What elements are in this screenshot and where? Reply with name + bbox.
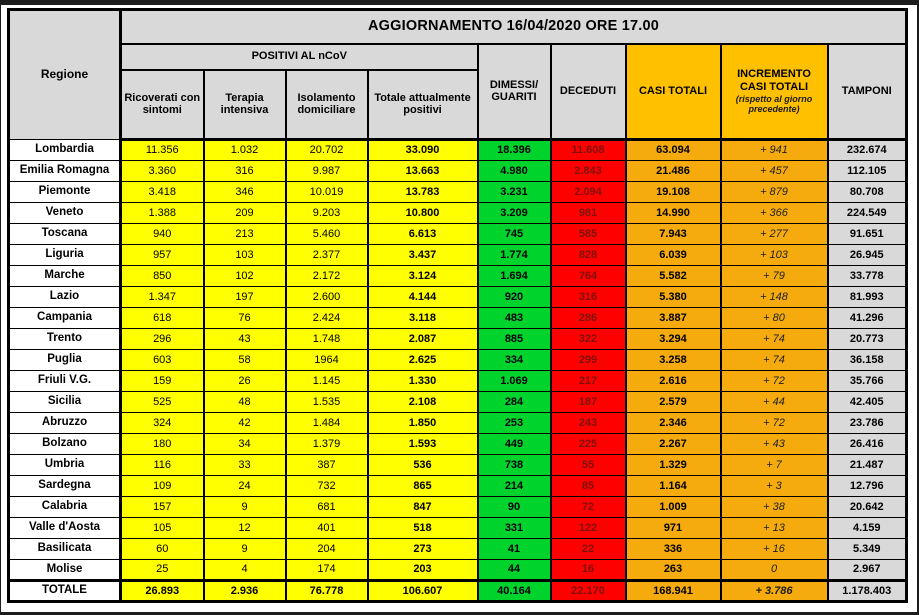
cell-isolamento: 5.460	[286, 224, 368, 245]
incremento-label: INCREMENTO CASI TOTALI	[737, 68, 811, 93]
cell-ricoverati: 525	[121, 392, 204, 413]
covid-region-table	[7, 8, 908, 603]
cell-tamponi: 33.778	[828, 266, 907, 287]
cell-deceduti: 243	[551, 413, 626, 434]
cell-terapia-intensiva: 213	[204, 224, 286, 245]
cell-ricoverati: 105	[121, 518, 204, 539]
column-header-regione: Regione	[9, 10, 121, 140]
cell-incremento: + 148	[721, 287, 828, 308]
cell-tamponi: 91.651	[828, 224, 907, 245]
cell-totale-positivi: 106.607	[368, 581, 478, 602]
cell-isolamento: 2.424	[286, 308, 368, 329]
cell-region-name: Friuli V.G.	[9, 371, 121, 392]
column-header-dimessi-guariti: DIMESSI/ GUARITI	[478, 44, 551, 140]
cell-tamponi: 1.178.403	[828, 581, 907, 602]
column-header-casi-totali: CASI TOTALI	[626, 44, 721, 140]
cell-casi-totali: 21.486	[626, 161, 721, 182]
column-header-tamponi: TAMPONI	[828, 44, 907, 140]
cell-deceduti: 316	[551, 287, 626, 308]
cell-deceduti: 2.094	[551, 182, 626, 203]
cell-terapia-intensiva: 76	[204, 308, 286, 329]
cell-tamponi: 21.487	[828, 455, 907, 476]
table-row	[9, 539, 907, 560]
cell-incremento: + 80	[721, 308, 828, 329]
cell-incremento: + 277	[721, 224, 828, 245]
cell-ricoverati: 180	[121, 434, 204, 455]
cell-casi-totali: 3.887	[626, 308, 721, 329]
column-header-deceduti: DECEDUTI	[551, 44, 626, 140]
cell-totale-positivi: 847	[368, 497, 478, 518]
cell-terapia-intensiva: 58	[204, 350, 286, 371]
cell-deceduti: 122	[551, 518, 626, 539]
cell-region-name: Puglia	[9, 350, 121, 371]
cell-totale-positivi: 1.593	[368, 434, 478, 455]
cell-incremento: + 7	[721, 455, 828, 476]
cell-incremento: + 103	[721, 245, 828, 266]
cell-totale-positivi: 2.625	[368, 350, 478, 371]
cell-ricoverati: 26.893	[121, 581, 204, 602]
table-row	[9, 560, 907, 581]
cell-deceduti: 585	[551, 224, 626, 245]
cell-dimessi-guariti: 334	[478, 350, 551, 371]
table-row	[9, 518, 907, 539]
cell-totale-positivi: 203	[368, 560, 478, 581]
cell-dimessi-guariti: 1.069	[478, 371, 551, 392]
cell-tamponi: 232.674	[828, 140, 907, 161]
cell-region-name: Toscana	[9, 224, 121, 245]
cell-casi-totali: 263	[626, 560, 721, 581]
cell-ricoverati: 1.347	[121, 287, 204, 308]
cell-incremento: + 457	[721, 161, 828, 182]
header-row-title	[9, 10, 907, 44]
cell-deceduti: 225	[551, 434, 626, 455]
cell-dimessi-guariti: 920	[478, 287, 551, 308]
cell-ricoverati: 940	[121, 224, 204, 245]
cell-totale-positivi: 2.108	[368, 392, 478, 413]
table-row	[9, 245, 907, 266]
cell-isolamento: 1.145	[286, 371, 368, 392]
cell-dimessi-guariti: 4.980	[478, 161, 551, 182]
cell-dimessi-guariti: 18.396	[478, 140, 551, 161]
cell-ricoverati: 618	[121, 308, 204, 329]
table-row	[9, 287, 907, 308]
cell-isolamento: 1.379	[286, 434, 368, 455]
cell-deceduti: 828	[551, 245, 626, 266]
cell-region-name: Sicilia	[9, 392, 121, 413]
cell-casi-totali: 5.380	[626, 287, 721, 308]
cell-totale-positivi: 33.090	[368, 140, 478, 161]
table-row	[9, 392, 907, 413]
cell-ricoverati: 850	[121, 266, 204, 287]
cell-casi-totali: 63.094	[626, 140, 721, 161]
cell-casi-totali: 2.579	[626, 392, 721, 413]
table-row	[9, 266, 907, 287]
cell-incremento: + 74	[721, 350, 828, 371]
cell-casi-totali: 5.582	[626, 266, 721, 287]
cell-dimessi-guariti: 90	[478, 497, 551, 518]
cell-tamponi: 112.105	[828, 161, 907, 182]
cell-totale-positivi: 865	[368, 476, 478, 497]
cell-ricoverati: 11.356	[121, 140, 204, 161]
cell-tamponi: 35.766	[828, 371, 907, 392]
cell-isolamento: 1964	[286, 350, 368, 371]
cell-terapia-intensiva: 34	[204, 434, 286, 455]
cell-isolamento: 1.748	[286, 329, 368, 350]
cell-region-name: Liguria	[9, 245, 121, 266]
cell-incremento: + 72	[721, 413, 828, 434]
cell-deceduti: 2.843	[551, 161, 626, 182]
cell-incremento: + 941	[721, 140, 828, 161]
cell-totale-positivi: 273	[368, 539, 478, 560]
cell-tamponi: 5.349	[828, 539, 907, 560]
column-header-totale-positivi: Totale attualmente positivi	[368, 70, 478, 140]
cell-dimessi-guariti: 253	[478, 413, 551, 434]
cell-tamponi: 2.967	[828, 560, 907, 581]
cell-tamponi: 4.159	[828, 518, 907, 539]
column-header-isolamento: Isolamento domiciliare	[286, 70, 368, 140]
incremento-subtitle: (rispetto al giorno precedente)	[735, 93, 813, 114]
cell-dimessi-guariti: 284	[478, 392, 551, 413]
cell-ricoverati: 957	[121, 245, 204, 266]
cell-deceduti: 72	[551, 497, 626, 518]
cell-dimessi-guariti: 44	[478, 560, 551, 581]
cell-incremento: + 38	[721, 497, 828, 518]
cell-region-name: Abruzzo	[9, 413, 121, 434]
cell-totale-positivi: 10.800	[368, 203, 478, 224]
cell-deceduti: 11.608	[551, 140, 626, 161]
cell-terapia-intensiva: 197	[204, 287, 286, 308]
cell-terapia-intensiva: 26	[204, 371, 286, 392]
cell-ricoverati: 296	[121, 329, 204, 350]
cell-totale-positivi: 536	[368, 455, 478, 476]
table-row	[9, 329, 907, 350]
cell-deceduti: 981	[551, 203, 626, 224]
table-body	[9, 140, 907, 602]
cell-ricoverati: 159	[121, 371, 204, 392]
cell-region-name: Piemonte	[9, 182, 121, 203]
table-row	[9, 308, 907, 329]
cell-tamponi: 20.642	[828, 497, 907, 518]
table-header	[9, 10, 907, 140]
table-row	[9, 224, 907, 245]
cell-terapia-intensiva: 4	[204, 560, 286, 581]
cell-dimessi-guariti: 449	[478, 434, 551, 455]
table-row	[9, 140, 907, 161]
column-header-ricoverati: Ricoverati con sintomi	[121, 70, 204, 140]
cell-deceduti: 85	[551, 476, 626, 497]
cell-totale-positivi: 2.087	[368, 329, 478, 350]
cell-isolamento: 1.484	[286, 413, 368, 434]
cell-dimessi-guariti: 1.694	[478, 266, 551, 287]
cell-terapia-intensiva: 42	[204, 413, 286, 434]
cell-totale-positivi: 1.330	[368, 371, 478, 392]
cell-casi-totali: 6.039	[626, 245, 721, 266]
cell-deceduti: 22.170	[551, 581, 626, 602]
cell-terapia-intensiva: 24	[204, 476, 286, 497]
cell-casi-totali: 19.108	[626, 182, 721, 203]
cell-incremento: + 74	[721, 329, 828, 350]
column-header-incremento	[721, 44, 828, 140]
cell-incremento: + 3	[721, 476, 828, 497]
cell-region-name: Veneto	[9, 203, 121, 224]
cell-casi-totali: 336	[626, 539, 721, 560]
cell-incremento: + 79	[721, 266, 828, 287]
cell-deceduti: 217	[551, 371, 626, 392]
cell-region-name: Umbria	[9, 455, 121, 476]
cell-terapia-intensiva: 1.032	[204, 140, 286, 161]
cell-incremento: + 3.786	[721, 581, 828, 602]
cell-region-name: Lombardia	[9, 140, 121, 161]
cell-region-name: Emilia Romagna	[9, 161, 121, 182]
cell-casi-totali: 3.258	[626, 350, 721, 371]
cell-casi-totali: 14.990	[626, 203, 721, 224]
cell-incremento: + 879	[721, 182, 828, 203]
table-title: AGGIORNAMENTO 16/04/2020 ORE 17.00	[121, 10, 907, 44]
cell-dimessi-guariti: 3.231	[478, 182, 551, 203]
cell-dimessi-guariti: 1.774	[478, 245, 551, 266]
cell-tamponi: 41.296	[828, 308, 907, 329]
cell-isolamento: 681	[286, 497, 368, 518]
cell-terapia-intensiva: 43	[204, 329, 286, 350]
cell-totale-positivi: 518	[368, 518, 478, 539]
table-row	[9, 350, 907, 371]
cell-dimessi-guariti: 738	[478, 455, 551, 476]
cell-dimessi-guariti: 3.209	[478, 203, 551, 224]
cell-region-name: Marche	[9, 266, 121, 287]
cell-isolamento: 76.778	[286, 581, 368, 602]
cell-region-name: Bolzano	[9, 434, 121, 455]
cell-totale-positivi: 13.783	[368, 182, 478, 203]
cell-dimessi-guariti: 483	[478, 308, 551, 329]
header-row-groups	[9, 44, 907, 70]
cell-casi-totali: 2.346	[626, 413, 721, 434]
cell-ricoverati: 324	[121, 413, 204, 434]
cell-tamponi: 42.405	[828, 392, 907, 413]
table-row	[9, 182, 907, 203]
cell-tamponi: 26.945	[828, 245, 907, 266]
cell-casi-totali: 971	[626, 518, 721, 539]
cell-incremento: + 13	[721, 518, 828, 539]
cell-totale-positivi: 3.124	[368, 266, 478, 287]
cell-totale-positivi: 6.613	[368, 224, 478, 245]
column-header-terapia-intensiva: Terapia intensiva	[204, 70, 286, 140]
cell-isolamento: 9.987	[286, 161, 368, 182]
cell-tamponi: 224.549	[828, 203, 907, 224]
cell-totale-positivi: 3.118	[368, 308, 478, 329]
cell-dimessi-guariti: 214	[478, 476, 551, 497]
cell-totale-positivi: 4.144	[368, 287, 478, 308]
cell-terapia-intensiva: 9	[204, 539, 286, 560]
cell-ricoverati: 603	[121, 350, 204, 371]
cell-tamponi: 81.993	[828, 287, 907, 308]
cell-deceduti: 299	[551, 350, 626, 371]
cell-deceduti: 764	[551, 266, 626, 287]
cell-incremento: + 16	[721, 539, 828, 560]
cell-dimessi-guariti: 40.164	[478, 581, 551, 602]
cell-terapia-intensiva: 102	[204, 266, 286, 287]
table-row	[9, 476, 907, 497]
cell-isolamento: 9.203	[286, 203, 368, 224]
table-row	[9, 371, 907, 392]
table-row	[9, 161, 907, 182]
cell-deceduti: 55	[551, 455, 626, 476]
cell-deceduti: 322	[551, 329, 626, 350]
cell-ricoverati: 1.388	[121, 203, 204, 224]
cell-incremento: + 43	[721, 434, 828, 455]
cell-region-name: Trento	[9, 329, 121, 350]
cell-casi-totali: 2.267	[626, 434, 721, 455]
cell-terapia-intensiva: 48	[204, 392, 286, 413]
cell-totale-positivi: 3.437	[368, 245, 478, 266]
cell-region-name: Basilicata	[9, 539, 121, 560]
cell-isolamento: 2.600	[286, 287, 368, 308]
cell-terapia-intensiva: 316	[204, 161, 286, 182]
cell-deceduti: 286	[551, 308, 626, 329]
table-row	[9, 203, 907, 224]
table-row	[9, 434, 907, 455]
cell-dimessi-guariti: 745	[478, 224, 551, 245]
cell-region-name: Lazio	[9, 287, 121, 308]
cell-isolamento: 174	[286, 560, 368, 581]
cell-deceduti: 22	[551, 539, 626, 560]
cell-isolamento: 1.535	[286, 392, 368, 413]
cell-terapia-intensiva: 12	[204, 518, 286, 539]
cell-tamponi: 20.773	[828, 329, 907, 350]
cell-tamponi: 12.796	[828, 476, 907, 497]
cell-region-name: Valle d'Aosta	[9, 518, 121, 539]
cell-incremento: + 72	[721, 371, 828, 392]
cell-incremento: + 44	[721, 392, 828, 413]
cell-totale-positivi: 1.850	[368, 413, 478, 434]
cell-dimessi-guariti: 41	[478, 539, 551, 560]
cell-incremento: 0	[721, 560, 828, 581]
cell-isolamento: 2.172	[286, 266, 368, 287]
cell-ricoverati: 116	[121, 455, 204, 476]
total-row	[9, 581, 907, 602]
group-header-positivi: POSITIVI AL nCoV	[121, 44, 478, 70]
cell-tamponi: 36.158	[828, 350, 907, 371]
cell-casi-totali: 1.164	[626, 476, 721, 497]
cell-tamponi: 26.416	[828, 434, 907, 455]
cell-ricoverati: 109	[121, 476, 204, 497]
cell-dimessi-guariti: 331	[478, 518, 551, 539]
cell-region-name: Molise	[9, 560, 121, 581]
cell-ricoverati: 157	[121, 497, 204, 518]
cell-casi-totali: 168.941	[626, 581, 721, 602]
cell-terapia-intensiva: 9	[204, 497, 286, 518]
cell-ricoverati: 25	[121, 560, 204, 581]
cell-terapia-intensiva: 2.936	[204, 581, 286, 602]
cell-ricoverati: 3.418	[121, 182, 204, 203]
cell-deceduti: 187	[551, 392, 626, 413]
cell-isolamento: 204	[286, 539, 368, 560]
cell-isolamento: 401	[286, 518, 368, 539]
cell-terapia-intensiva: 103	[204, 245, 286, 266]
cell-region-name: Campania	[9, 308, 121, 329]
cell-total-label: TOTALE	[9, 581, 121, 602]
cell-isolamento: 2.377	[286, 245, 368, 266]
cell-casi-totali: 7.943	[626, 224, 721, 245]
cell-terapia-intensiva: 346	[204, 182, 286, 203]
cell-casi-totali: 3.294	[626, 329, 721, 350]
cell-terapia-intensiva: 209	[204, 203, 286, 224]
cell-deceduti: 16	[551, 560, 626, 581]
cell-casi-totali: 1.009	[626, 497, 721, 518]
cell-dimessi-guariti: 885	[478, 329, 551, 350]
cell-terapia-intensiva: 33	[204, 455, 286, 476]
cell-region-name: Sardegna	[9, 476, 121, 497]
cell-ricoverati: 60	[121, 539, 204, 560]
cell-region-name: Calabria	[9, 497, 121, 518]
table-row	[9, 413, 907, 434]
cell-isolamento: 732	[286, 476, 368, 497]
table-row	[9, 497, 907, 518]
cell-isolamento: 10.019	[286, 182, 368, 203]
cell-incremento: + 366	[721, 203, 828, 224]
cell-casi-totali: 2.616	[626, 371, 721, 392]
cell-ricoverati: 3.360	[121, 161, 204, 182]
cell-isolamento: 387	[286, 455, 368, 476]
cell-casi-totali: 1.329	[626, 455, 721, 476]
cell-totale-positivi: 13.663	[368, 161, 478, 182]
cell-tamponi: 23.786	[828, 413, 907, 434]
table-row	[9, 455, 907, 476]
cell-isolamento: 20.702	[286, 140, 368, 161]
cell-tamponi: 80.708	[828, 182, 907, 203]
